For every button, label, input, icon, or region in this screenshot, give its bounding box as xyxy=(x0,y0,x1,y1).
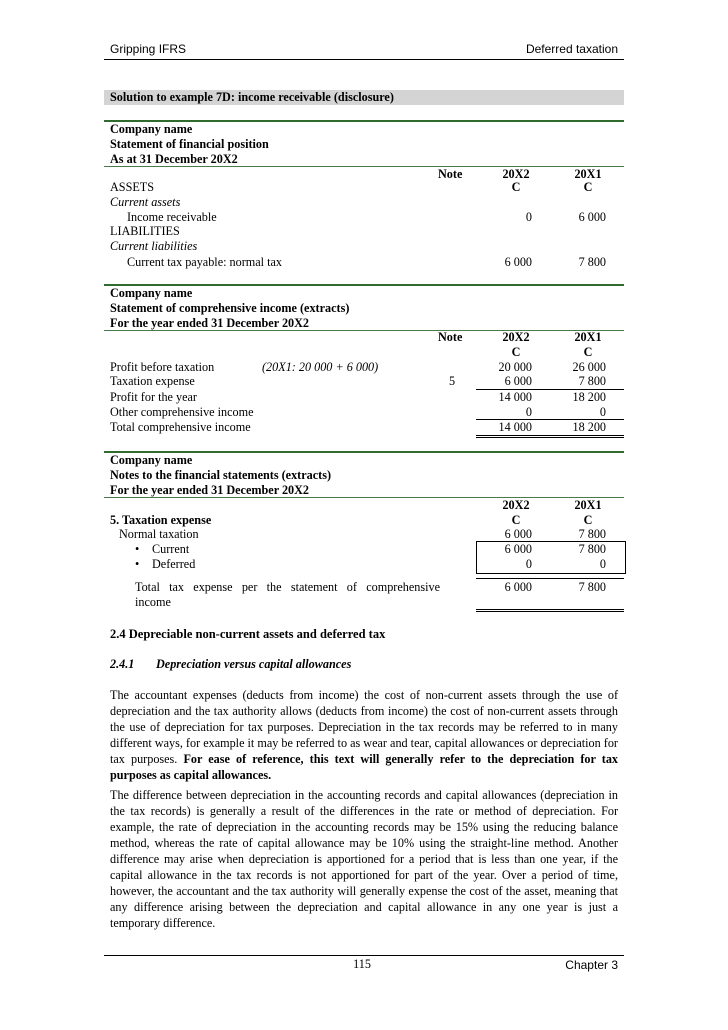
notes-current-y2: 6 000 xyxy=(504,542,532,556)
notes-period: For the year ended 31 December 20X2 xyxy=(110,483,310,497)
soci-row-label: Total comprehensive income xyxy=(110,420,251,434)
paragraph-1-text: The accountant expenses (deducts from income) the cost of non-current assets through the use of depreciation and the tax authority allows (deducts from income) the cost of non-current assets through the use of depreciation for tax purposes. Depreciation in the tax records may be referred to in many different ways, for example it may be referred to as wear and tear, capital allowances or depreciation for tax purposes. xyxy=(110,688,618,766)
footer-chapter: Chapter 3 xyxy=(565,958,618,972)
soci-currency-y1: C xyxy=(583,345,593,359)
sofp-currency-y2: C xyxy=(511,180,521,194)
footer-rule xyxy=(104,955,624,956)
soci-col-y2: 20X2 xyxy=(502,330,530,344)
notes-col-y1: 20X1 xyxy=(574,498,602,512)
notes-deferred-label: Deferred xyxy=(152,557,196,571)
soci-row-note-text: (20X1: 20 000 + 6 000) xyxy=(262,360,379,374)
notes-current-y1: 7 800 xyxy=(578,542,606,556)
sofp-date: As at 31 December 20X2 xyxy=(110,152,238,166)
notes-currency-y1: C xyxy=(583,513,593,527)
section-heading: 2.4 Depreciable non-current assets and deferred tax xyxy=(110,627,386,641)
soci-total-double-rule-1 xyxy=(476,435,624,436)
notes-current-label: Current xyxy=(152,542,190,556)
paragraph-2: The difference between depreciation in the accounting records and capital allowances (depreciation in the tax records) is generally a result of the differences in the rate or method of depreciation. For example, the rate of depreciation in the accounting records may be 15% using the reducing balance method, whereas the rate of capital allowance may be 10% using the straight-line method. Another difference may arise when depreciation is apportioned for a period that is less than one year, if the capital allowance in the tax records is not apportioned for part of the year. Over a period of time, however, the accountant and the tax authority will generally expense the cost of the asset, meaning that any difference arising between the depreciation and capital allowance in any one year is just a temporary difference. xyxy=(110,788,618,930)
soci-row-label: Taxation expense xyxy=(110,374,195,388)
page-number: 115 xyxy=(353,957,371,971)
notes-heading: 5. Taxation expense xyxy=(110,513,212,527)
solution-title: Solution to example 7D: income receivable (disclosure) xyxy=(110,90,394,104)
notes-total-line2: income xyxy=(135,595,171,609)
soci-row-y1: 0 xyxy=(599,405,606,419)
soci-row-y1: 26 000 xyxy=(572,360,606,374)
notes-total-y1: 7 800 xyxy=(578,580,606,594)
soci-row-y2: 6 000 xyxy=(504,374,532,388)
header-right: Deferred taxation xyxy=(525,42,618,56)
sofp-income-receivable-y2: 0 xyxy=(525,210,532,224)
sofp-tax-payable-y1: 7 800 xyxy=(578,255,606,269)
soci-row-label: Profit for the year xyxy=(110,390,197,404)
sofp-col-y2: 20X2 xyxy=(502,167,530,181)
header-rule xyxy=(104,59,624,60)
soci-col-y1: 20X1 xyxy=(574,330,602,344)
soci-row-y2: 0 xyxy=(525,405,532,419)
soci-row-y1: 18 200 xyxy=(572,420,606,434)
notes-normal-taxation-y2: 6 000 xyxy=(504,527,532,541)
paragraph-1 xyxy=(110,687,618,783)
soci-row-note: 5 xyxy=(448,374,456,388)
notes-deferred-y2: 0 xyxy=(525,557,532,571)
soci-period: For the year ended 31 December 20X2 xyxy=(110,316,310,330)
sofp-assets: ASSETS xyxy=(110,180,155,194)
notes-normal-taxation-y1: 7 800 xyxy=(578,527,606,541)
soci-total-double-rule-2 xyxy=(476,437,624,438)
soci-row-y1: 18 200 xyxy=(572,390,606,404)
soci-row-y1: 7 800 xyxy=(578,374,606,388)
soci-row-y2: 20 000 xyxy=(498,360,532,374)
soci-company: Company name xyxy=(110,286,193,300)
soci-title: Statement of comprehensive income (extracts) xyxy=(110,301,350,315)
sofp-income-receivable-label: Income receivable xyxy=(127,210,217,224)
notes-normal-taxation-label: Normal taxation xyxy=(119,527,199,541)
notes-total-double-rule-2 xyxy=(476,611,624,612)
notes-total-double-rule-1 xyxy=(476,609,624,610)
sofp-currency-y1: C xyxy=(583,180,593,194)
sofp-income-receivable-y1: 6 000 xyxy=(578,210,606,224)
bullet-icon: • xyxy=(135,542,140,556)
paragraph-1-emphasis: For ease of reference, this text will generally refer to the depreciation for tax purposes as capital allowances. xyxy=(110,752,619,782)
sofp-tax-payable-y2: 6 000 xyxy=(504,255,532,269)
notes-total-y2: 6 000 xyxy=(504,580,532,594)
notes-total-line1: Total tax expense per the statement of comprehensive xyxy=(135,580,440,594)
soci-row-label: Other comprehensive income xyxy=(110,405,254,419)
notes-col-y2: 20X2 xyxy=(502,498,530,512)
sofp-current-liabilities: Current liabilities xyxy=(110,239,198,253)
notes-company: Company name xyxy=(110,453,193,467)
soci-row-y2: 14 000 xyxy=(498,420,532,434)
sofp-col-note: Note xyxy=(438,167,463,181)
notes-total-top-rule xyxy=(476,578,624,579)
notes-title: Notes to the financial statements (extracts) xyxy=(110,468,332,482)
subsection-heading: Depreciation versus capital allowances xyxy=(156,657,352,671)
soci-row-y2: 14 000 xyxy=(498,390,532,404)
sofp-col-y1: 20X1 xyxy=(574,167,602,181)
soci-currency-y2: C xyxy=(511,345,521,359)
soci-row-label: Profit before taxation xyxy=(110,360,215,374)
notes-deferred-y1: 0 xyxy=(599,557,606,571)
sofp-liabilities: LIABILITIES xyxy=(110,224,180,238)
bullet-icon: • xyxy=(135,557,140,571)
subsection-number: 2.4.1 xyxy=(110,657,135,671)
header-left: Gripping IFRS xyxy=(110,42,187,56)
sofp-current-assets: Current assets xyxy=(110,195,181,209)
soci-col-note: Note xyxy=(438,330,463,344)
sofp-title: Statement of financial position xyxy=(110,137,269,151)
sofp-company: Company name xyxy=(110,122,193,136)
notes-currency-y2: C xyxy=(511,513,521,527)
sofp-tax-payable-label: Current tax payable: normal tax xyxy=(127,255,282,269)
